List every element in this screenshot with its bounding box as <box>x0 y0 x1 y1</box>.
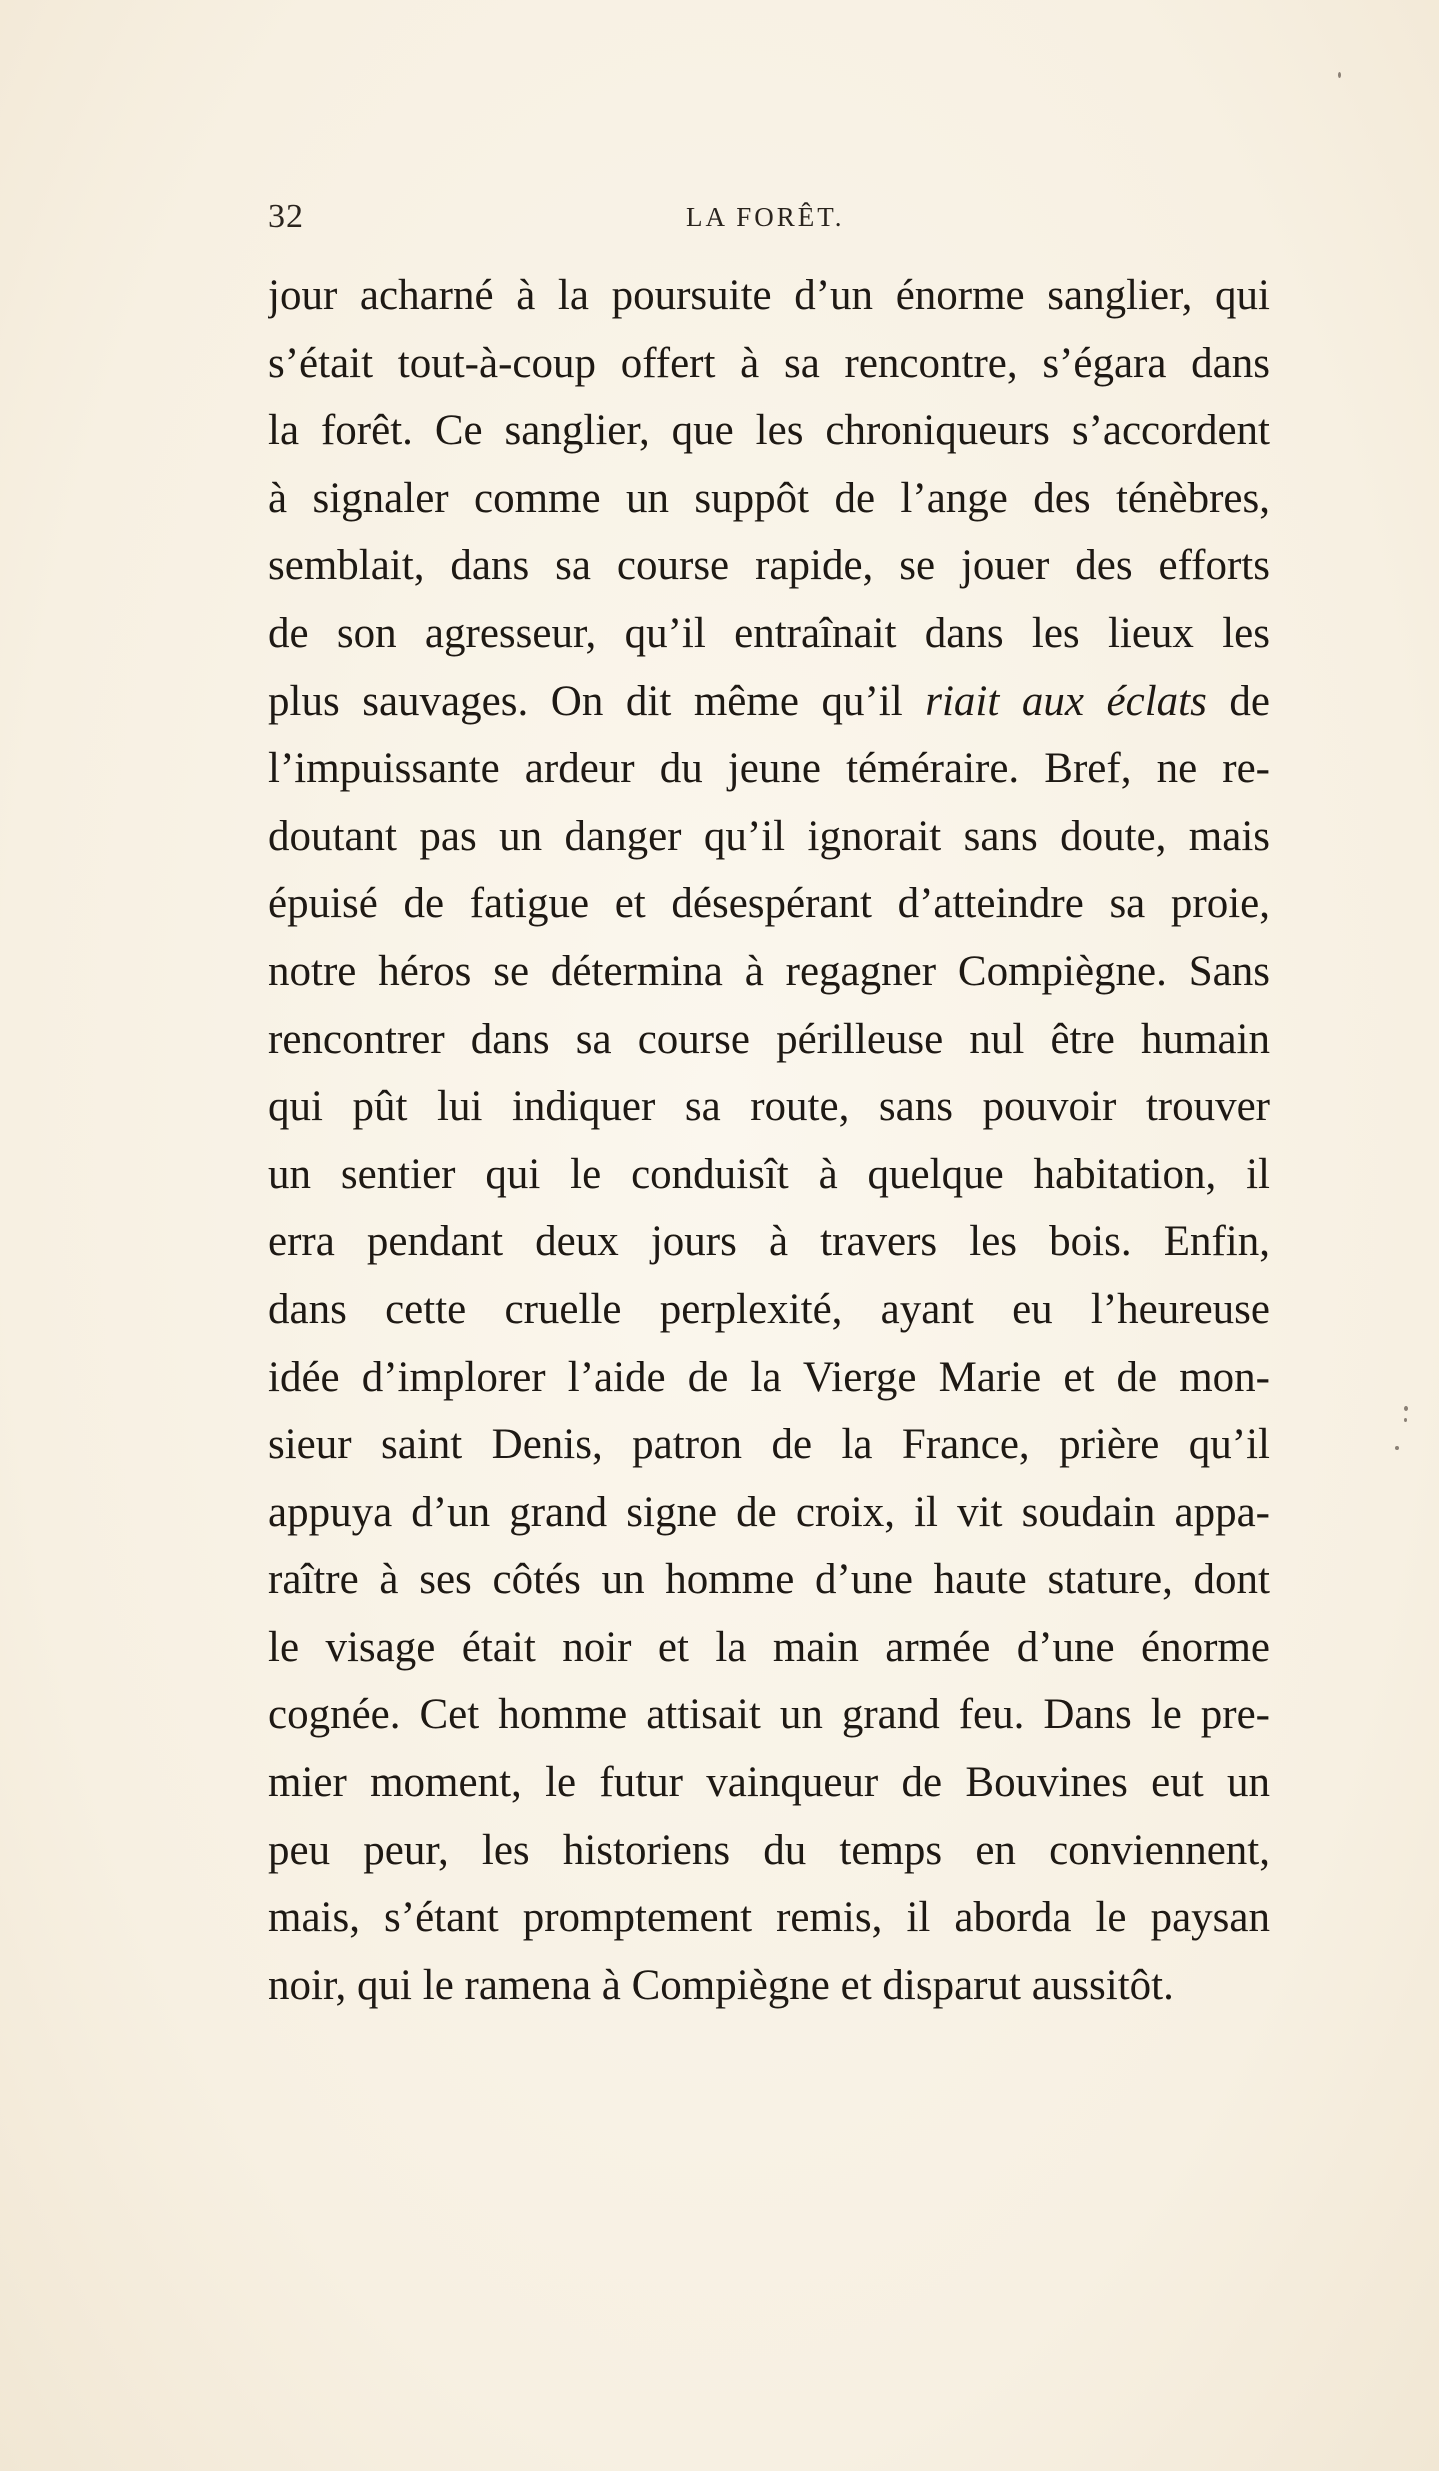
text-line: idée d’implorer l’aide de la Vierge Marie et de mon- <box>268 1353 1270 1401</box>
text-line: rencontrer dans sa course périlleuse nul être humain <box>268 1015 1270 1063</box>
text-line: notre héros se détermina à regagner Compiègne. Sans <box>268 947 1270 995</box>
text-line: sieur saint Denis, patron de la France, prière qu’il <box>268 1421 1270 1469</box>
text-line: mais, s’étant promptement remis, il aborda le paysan <box>268 1894 1270 1942</box>
text-line: dans cette cruelle perplexité, ayant eu l’heureuse <box>268 1285 1270 1333</box>
text-line: mier moment, le futur vainqueur de Bouvines eut un <box>268 1759 1270 1807</box>
text-line: peu peur, les historiens du temps en conviennent, <box>268 1826 1270 1874</box>
paper-speck <box>1404 1418 1407 1422</box>
running-title: LA FORÊT. <box>686 202 845 232</box>
text-line: de son agresseur, qu’il entraînait dans les lieux les <box>268 609 1270 657</box>
text-segment: de <box>1206 677 1270 725</box>
italic-phrase: riait aux éclats <box>925 677 1207 725</box>
text-line: épuisé de fatigue et désespérant d’atteindre sa proie, <box>268 880 1270 928</box>
text-line: l’impuissante ardeur du jeune téméraire. Bref, ne re- <box>268 745 1270 793</box>
paper-speck <box>1404 1406 1408 1411</box>
text-line: cognée. Cet homme attisait un grand feu. Dans le pre- <box>268 1691 1270 1739</box>
text-segment: plus sauvages. On dit même qu’il <box>268 677 926 725</box>
running-head <box>268 198 1270 238</box>
text-line: jour acharné à la poursuite d’un énorme sanglier, qui <box>268 272 1270 319</box>
text-line: doutant pas un danger qu’il ignorait sans doute, mais <box>268 812 1270 860</box>
text-line: le visage était noir et la main armée d’une énorme <box>268 1623 1270 1671</box>
text-line: s’était tout-à-coup offert à sa rencontre, s’égara dans <box>268 339 1270 387</box>
paper-speck <box>1338 72 1341 78</box>
text-line: appuya d’un grand signe de croix, il vit soudain appa- <box>268 1488 1270 1536</box>
text-line: un sentier qui le conduisît à quelque habitation, il <box>268 1150 1270 1198</box>
text-line: qui pût lui indiquer sa route, sans pouvoir trouver <box>268 1083 1270 1131</box>
body-text <box>268 262 1270 2019</box>
text-line: à signaler comme un suppôt de l’ange des ténèbres, <box>268 474 1270 522</box>
text-line: erra pendant deux jours à travers les bois. Enfin, <box>268 1218 1270 1266</box>
text-line-with-italic <box>268 668 1270 736</box>
paper-speck <box>1395 1446 1399 1450</box>
text-line: la forêt. Ce sanglier, que les chroniqueurs s’accordent <box>268 407 1270 455</box>
page-number: 32 <box>268 198 304 235</box>
text-line: noir, qui le ramena à Compiègne et disparut aussitôt. <box>268 1961 1174 2009</box>
text-line: semblait, dans sa course rapide, se jouer des efforts <box>268 542 1270 590</box>
text-line: raître à ses côtés un homme d’une haute stature, dont <box>268 1556 1270 1604</box>
